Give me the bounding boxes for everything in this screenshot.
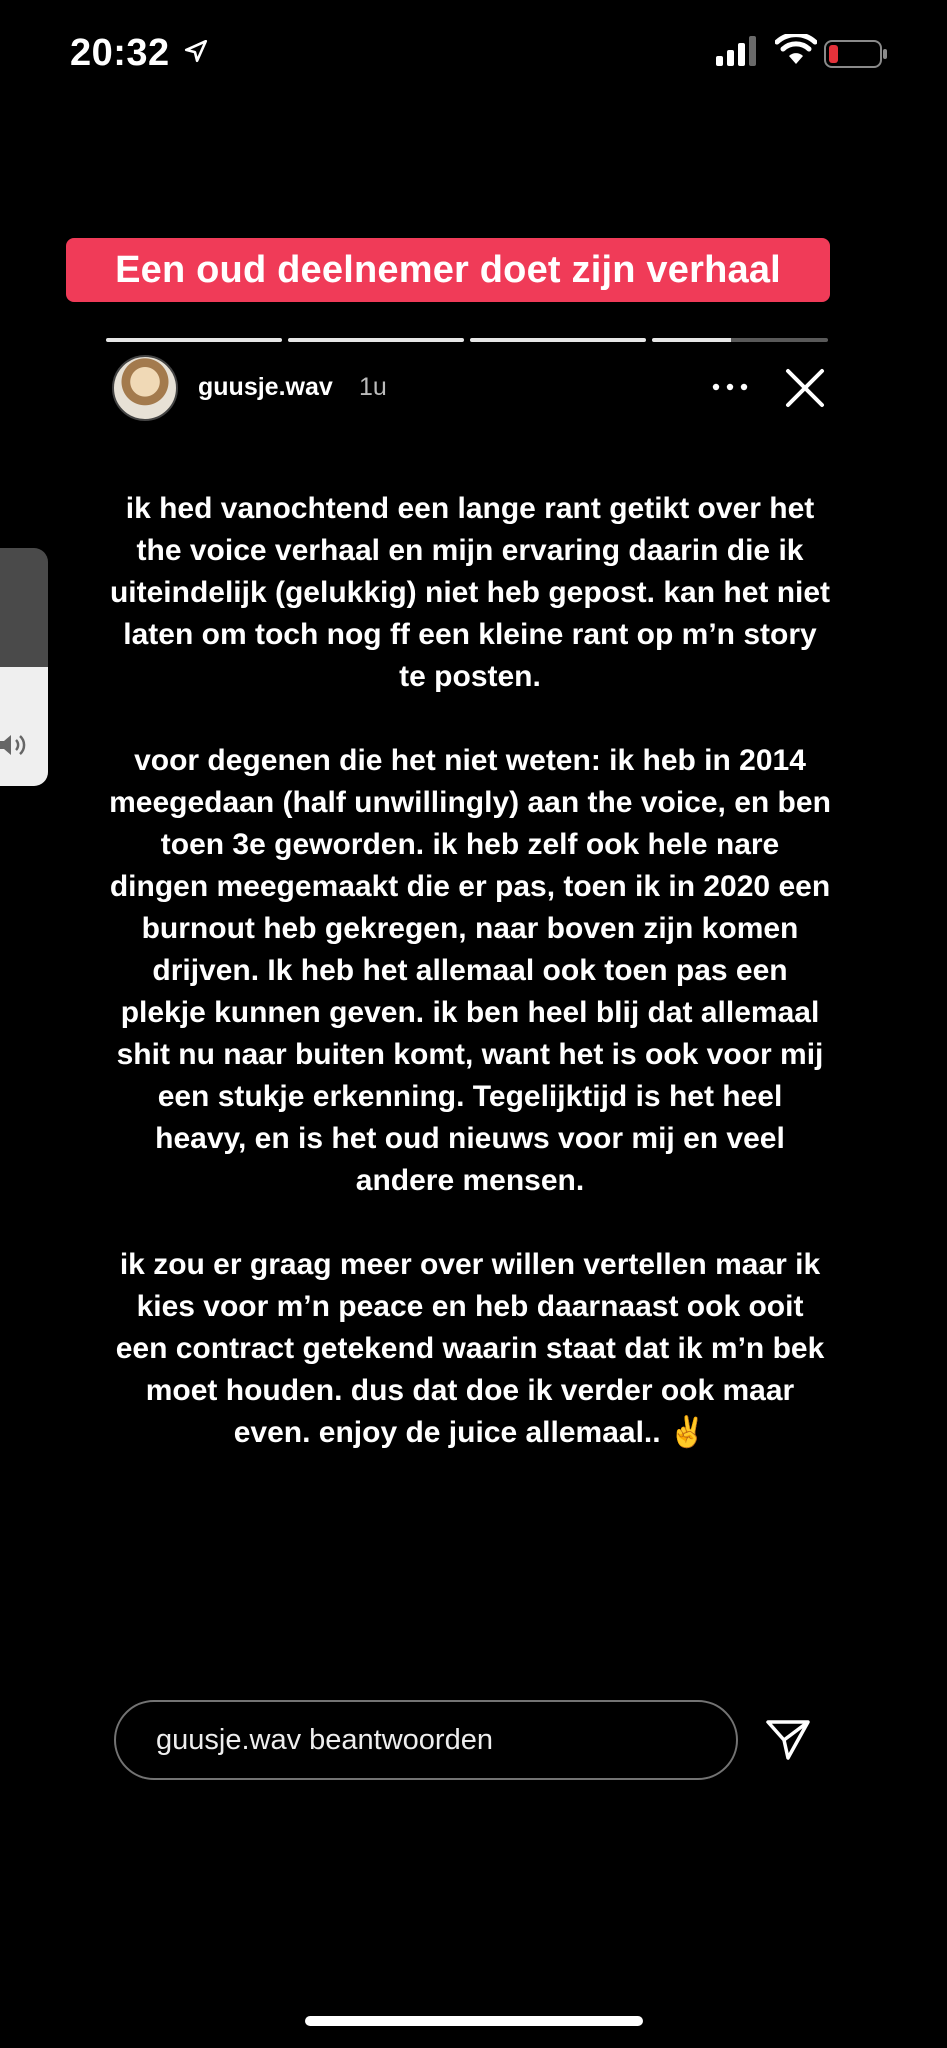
progress-segment-current	[652, 338, 828, 342]
story-text-body	[108, 488, 832, 1496]
home-indicator[interactable]	[305, 2016, 643, 2026]
story-caption-banner: Een oud deelnemer doet zijn verhaal	[66, 238, 830, 302]
status-bar	[0, 0, 947, 110]
story-paragraph: voor degenen die het niet weten: ik heb in 2014 meegedaan (half unwillingly) aan the voice, en ben toen 3e geworden. ik heb zelf ook hele nare dingen meegemaakt die er pas, toen ik in 2020 een burnout heb gekregen, naar boven zijn komen drijven. Ik heb het allemaal ook toen pas een plekje kunnen geven. ik ben heel blij dat allemaal shit nu naar buiten komt, want het is ook voor mij een stukje erkenning. Tegelijktijd is het heel heavy, en is het oud nieuws voor mij en veel andere mensen.	[109, 744, 831, 1197]
status-time: 20:32	[70, 32, 170, 74]
volume-level-fill	[0, 667, 48, 786]
story-paragraph: ik zou er graag meer over willen vertellen maar ik kies voor m’n peace en heb daarnaast ook ooit een contract getekend waarin staat dat ik m’n bek moet houden. dus dat doe ik verder ook maar even. enjoy de juice allemaal.. ✌️	[115, 1248, 825, 1449]
story-progress-bar	[106, 338, 828, 342]
story-time-ago: 1u	[359, 373, 387, 401]
reply-input[interactable]: guusje.wav beantwoorden	[114, 1700, 738, 1780]
story-paragraph: ik hed vanochtend een lange rant getikt over het the voice verhaal en mijn ervaring daarin die ik uiteindelijk (gelukkig) niet heb gepost. kan het niet laten om toch nog ff een kleine rant op m’n story te posten.	[109, 492, 831, 693]
speaker-icon	[0, 730, 30, 760]
more-options-icon[interactable]	[710, 377, 750, 397]
story-username[interactable]: guusje.wav	[198, 373, 333, 401]
progress-segment	[288, 338, 464, 342]
avatar[interactable]	[112, 355, 178, 421]
wifi-icon	[775, 34, 817, 66]
progress-segment	[470, 338, 646, 342]
location-arrow-icon	[183, 38, 209, 64]
cellular-signal-icon	[716, 36, 760, 66]
close-icon[interactable]	[784, 367, 826, 409]
battery-icon	[824, 40, 888, 68]
send-icon[interactable]	[765, 1718, 811, 1762]
story-header	[112, 355, 832, 421]
progress-segment	[106, 338, 282, 342]
